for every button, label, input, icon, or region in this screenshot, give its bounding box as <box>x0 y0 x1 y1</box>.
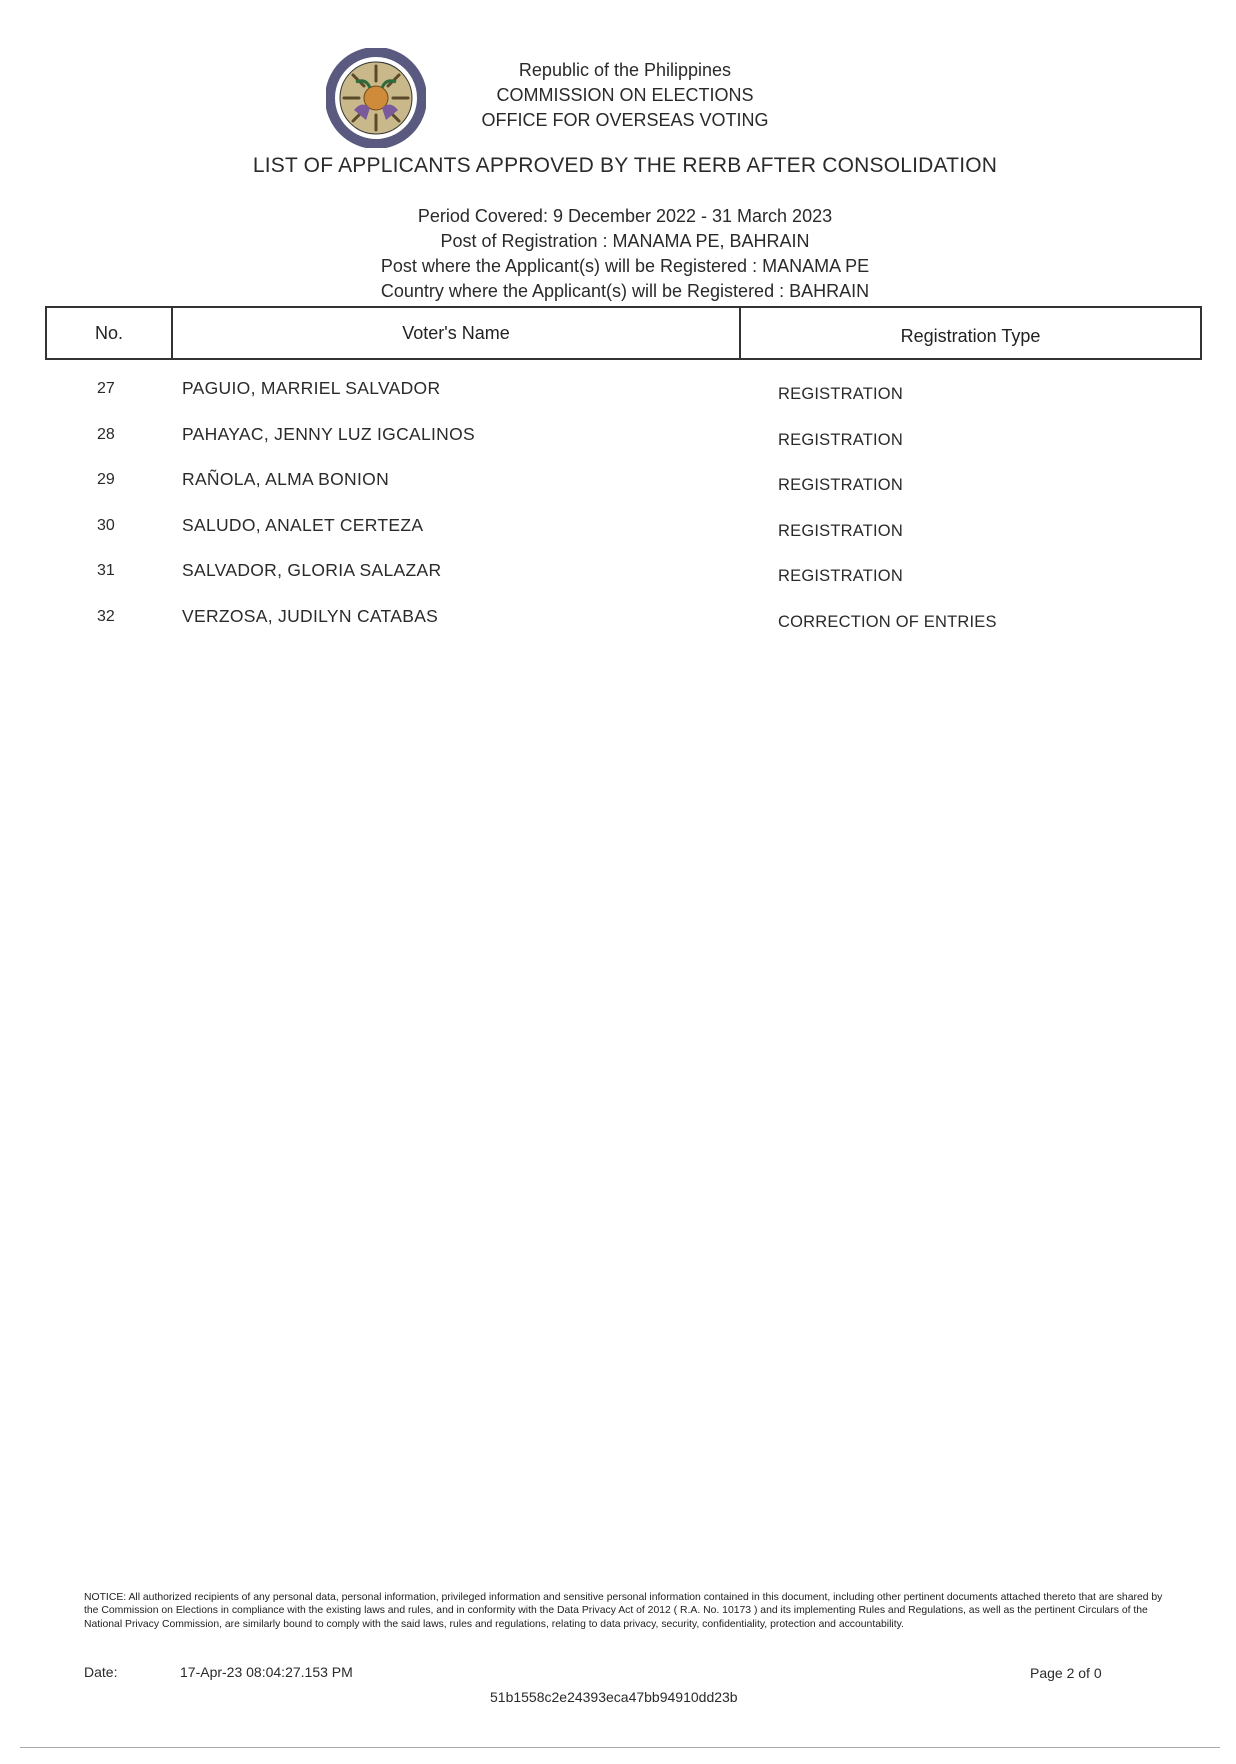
cell-registration-type: REGISTRATION <box>778 385 903 403</box>
header-office: OFFICE FOR OVERSEAS VOTING <box>481 110 769 130</box>
cell-voter-name: PAHAYAC, JENNY LUZ IGCALINOS <box>182 423 476 444</box>
cell-no: 31 <box>97 562 115 580</box>
cell-no: 27 <box>97 380 115 397</box>
table-row <box>45 554 1202 600</box>
column-header-name: Voter's Name <box>173 308 741 358</box>
meta-country-registered: Country where the Applicant(s) will be Registered : BAHRAIN <box>380 281 870 301</box>
bottom-divider <box>20 1747 1220 1748</box>
meta-post-registered: Post where the Applicant(s) will be Registered : MANAMA PE <box>380 256 870 276</box>
column-header-type: Registration Type <box>900 325 1041 346</box>
table-row <box>45 600 1202 646</box>
table-row <box>45 418 1202 464</box>
document-meta <box>300 204 950 304</box>
privacy-notice: NOTICE: All authorized recipients of any personal data, personal information, privileged information and sensitive personal information contained in this document, including other pertinent documents attached thereto that are shared by the Commission on Elections in compliance with the existing laws and rules, and in conformity with the Data Privacy Act of 2012 ( R.A. No. 10173 ) and its implementing Rules and Regulations, as well as the pertinent Circulars of the National Privacy Commission, are similarly bound to comply with the said laws, rules and regulations, relating to data privacy, security, confidentiality, protection and accountability. <box>84 1592 1163 1630</box>
cell-voter-name: SALUDO, ANALET CERTEZA <box>182 514 424 535</box>
table-row <box>45 509 1202 555</box>
meta-period: Period Covered: 9 December 2022 - 31 March 2023 <box>417 206 833 226</box>
cell-registration-type: REGISTRATION <box>778 567 903 586</box>
column-header-no: No. <box>47 308 173 358</box>
meta-post-of-registration: Post of Registration : MANAMA PE, BAHRAIN <box>440 231 810 251</box>
document-title: LIST OF APPLICANTS APPROVED BY THE RERB AFTER CONSOLIDATION <box>252 154 998 177</box>
cell-no: 28 <box>97 425 115 443</box>
page-number: Page 2 of 0 <box>1030 1665 1102 1681</box>
header-commission: COMMISSION ON ELECTIONS <box>496 85 754 105</box>
cell-voter-name: VERZOSA, JUDILYN CATABAS <box>182 605 439 626</box>
cell-voter-name: SALVADOR, GLORIA SALAZAR <box>182 560 442 581</box>
cell-registration-type: REGISTRATION <box>778 430 903 449</box>
table-body <box>45 372 1202 646</box>
header-republic: Republic of the Philippines <box>518 60 732 80</box>
document-hash: 51b1558c2e24393eca47bb94910dd23b <box>490 1689 738 1705</box>
table-header <box>45 306 1202 360</box>
date-label: Date: <box>84 1664 118 1680</box>
cell-voter-name: PAGUIO, MARRIEL SALVADOR <box>182 378 441 398</box>
document-header <box>420 58 830 133</box>
cell-no: 30 <box>97 516 115 534</box>
date-value: 17-Apr-23 08:04:27.153 PM <box>180 1664 353 1680</box>
cell-no: 32 <box>97 607 115 625</box>
cell-registration-type: REGISTRATION <box>778 521 903 540</box>
table-row <box>45 463 1202 509</box>
cell-registration-type: REGISTRATION <box>778 476 903 495</box>
cell-registration-type: CORRECTION OF ENTRIES <box>778 612 997 631</box>
table-row <box>45 372 1202 418</box>
cell-voter-name: RAÑOLA, ALMA BONION <box>182 469 390 490</box>
cell-no: 29 <box>97 471 115 489</box>
comelec-seal-logo <box>326 48 426 148</box>
